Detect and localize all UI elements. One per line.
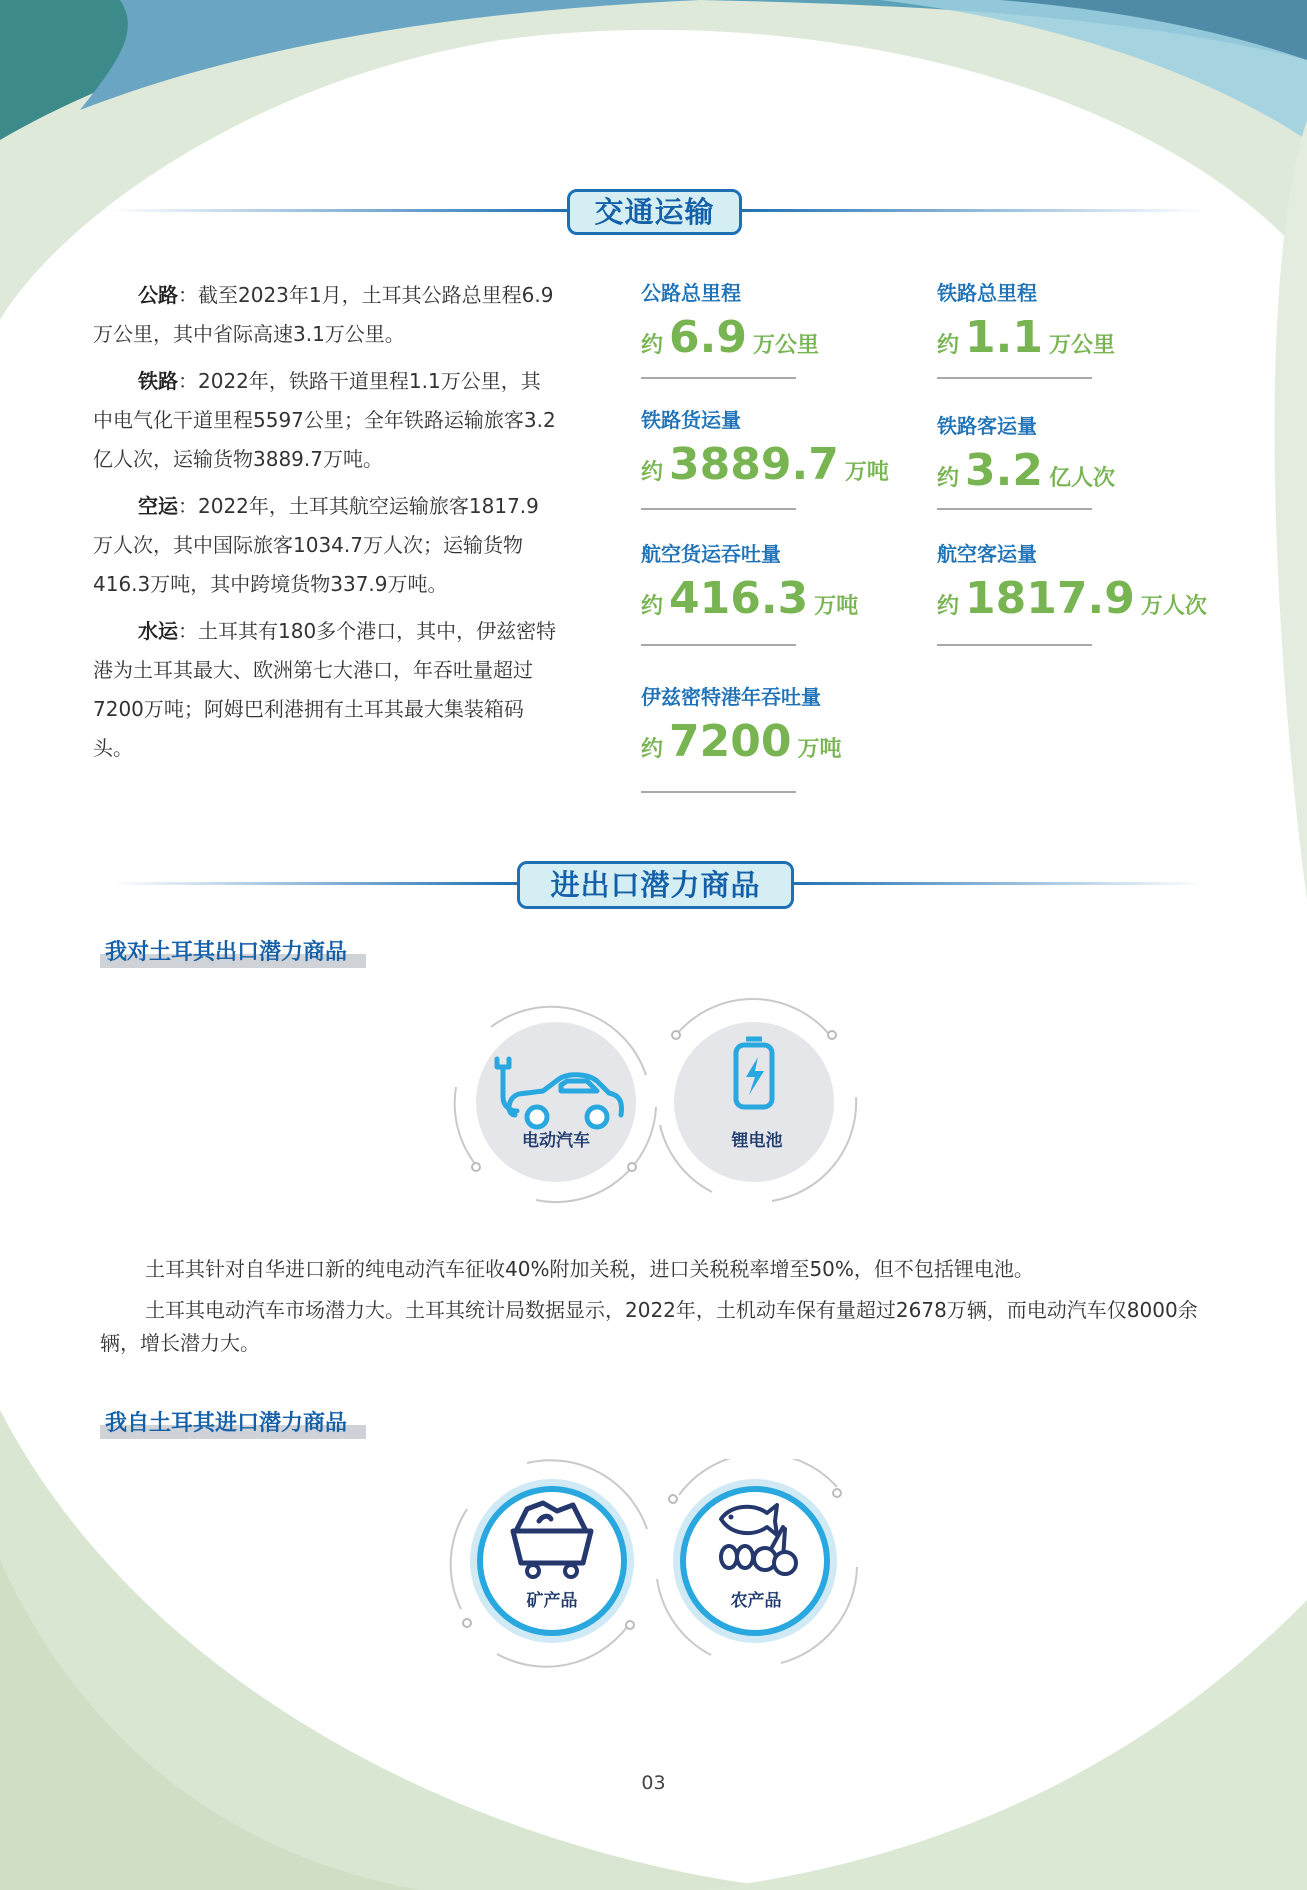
- stat-divider: [641, 791, 796, 793]
- stat-value: 3889.7: [669, 439, 839, 490]
- stat-prefix: 约: [641, 737, 664, 762]
- product-minerals: [447, 1459, 657, 1669]
- stat-prefix: 约: [641, 333, 664, 358]
- body-paragraph: 土耳其针对自华进口新的纯电动汽车征收40%附加关税，进口关税税率增至50%，但不包括锂电池。: [145, 1257, 1034, 1281]
- paragraph-label: 水运: [138, 619, 178, 643]
- paragraph-text: ：截至2023年1月，土耳其公路总里程6.9万公里，其中省际高速3.1万公里。: [93, 283, 554, 346]
- stat-value: 416.3: [669, 573, 809, 624]
- fish-fruit-icon: [651, 1459, 861, 1669]
- paragraph-text: ：2022年，铁路干道里程1.1万公里，其中电气化干道里程5597公里；全年铁路运输旅客3.2亿人次，运输货物3889.7万吨。: [93, 369, 556, 471]
- product-lithium-battery: [652, 997, 862, 1207]
- import-heading: [100, 1409, 347, 1439]
- section-divider-right: [735, 209, 1205, 212]
- stat-unit: 万吨: [844, 460, 889, 485]
- stat-label: 铁路总里程: [937, 281, 1037, 305]
- paragraph-label: 铁路: [138, 369, 178, 393]
- stat-label: 公路总里程: [641, 281, 741, 305]
- stat-label: 伊兹密特港年吞吐量: [641, 685, 821, 709]
- paragraph-road: [93, 276, 558, 354]
- product-label: 农产品: [730, 1591, 782, 1611]
- paragraph-rail: [93, 362, 558, 479]
- stat-value: 6.9: [669, 312, 747, 363]
- stat-divider: [641, 644, 796, 646]
- product-agriculture: [651, 1459, 861, 1669]
- section-divider-left: [110, 882, 520, 885]
- export-heading-text: 我对土耳其出口潜力商品: [105, 940, 348, 965]
- stat-value: 3.2: [965, 445, 1043, 496]
- stat-prefix: 约: [937, 594, 960, 619]
- electric-car-icon: [451, 997, 661, 1207]
- mine-cart-icon: [447, 1459, 657, 1669]
- stat-value: 1817.9: [965, 573, 1135, 624]
- stat-unit: 亿人次: [1048, 466, 1115, 491]
- stat-label: 铁路客运量: [937, 414, 1037, 438]
- stat-air-passengers: [937, 541, 1207, 624]
- page-number: 03: [641, 1772, 666, 1794]
- stat-divider: [641, 508, 796, 510]
- paragraph-label: 空运: [138, 494, 178, 518]
- paragraph-water: [93, 612, 558, 768]
- section-divider-left: [110, 209, 570, 212]
- paragraph-text: ：土耳其有180多个港口，其中，伊兹密特港为土耳其最大、欧洲第七大港口，年吞吐量超过7200万吨；阿姆巴利港拥有土耳其最大集装箱码头。: [93, 619, 557, 760]
- battery-icon: [652, 997, 862, 1207]
- export-body-text: [100, 1253, 1210, 1368]
- stat-divider: [937, 644, 1092, 646]
- stat-label: 铁路货运量: [641, 408, 741, 432]
- stat-label: 航空货运吞吐量: [641, 542, 781, 566]
- stat-divider: [937, 508, 1092, 510]
- body-paragraph: 土耳其电动汽车市场潜力大。土耳其统计局数据显示，2022年，土机动车保有量超过2678万辆，而电动汽车仅8000余辆，增长潜力大。: [100, 1298, 1198, 1355]
- product-label: 矿产品: [526, 1591, 578, 1611]
- stat-divider: [937, 377, 1092, 379]
- stat-label: 航空客运量: [937, 542, 1037, 566]
- stat-value: 7200: [669, 716, 792, 767]
- stat-rail-passengers: [937, 413, 1115, 496]
- stat-prefix: 约: [937, 333, 960, 358]
- stat-unit: 万公里: [752, 333, 819, 358]
- stat-prefix: 约: [641, 594, 664, 619]
- section-divider-right: [787, 882, 1205, 885]
- paragraph-label: 公路: [138, 283, 178, 307]
- paragraph-text: ：2022年，土耳其航空运输旅客1817.9万人次，其中国际旅客1034.7万人次；运输货物416.3万吨，其中跨境货物337.9万吨。: [93, 494, 539, 596]
- stat-unit: 万吨: [797, 737, 842, 762]
- export-heading: [100, 938, 347, 968]
- stat-rail-freight: [641, 407, 889, 490]
- import-heading-text: 我自土耳其进口潜力商品: [105, 1411, 348, 1436]
- paragraph-air: [93, 487, 558, 604]
- stat-unit: 万人次: [1140, 594, 1207, 619]
- stat-value: 1.1: [965, 312, 1043, 363]
- stat-izmit-port: [641, 684, 842, 767]
- stat-unit: 万吨: [814, 594, 859, 619]
- section-title-transport: 交通运输: [567, 189, 742, 235]
- stat-unit: 万公里: [1048, 333, 1115, 358]
- product-electric-car: [451, 997, 661, 1207]
- stat-divider: [641, 377, 796, 379]
- stat-prefix: 约: [937, 466, 960, 491]
- section-title-trade-goods: 进出口潜力商品: [517, 861, 794, 909]
- stat-prefix: 约: [641, 460, 664, 485]
- stat-rail-length: [937, 280, 1115, 363]
- stat-road-length: [641, 280, 819, 363]
- product-label: 锂电池: [731, 1131, 783, 1151]
- stat-air-cargo: [641, 541, 858, 624]
- product-label: 电动汽车: [522, 1131, 590, 1151]
- transport-paragraphs: [93, 276, 558, 768]
